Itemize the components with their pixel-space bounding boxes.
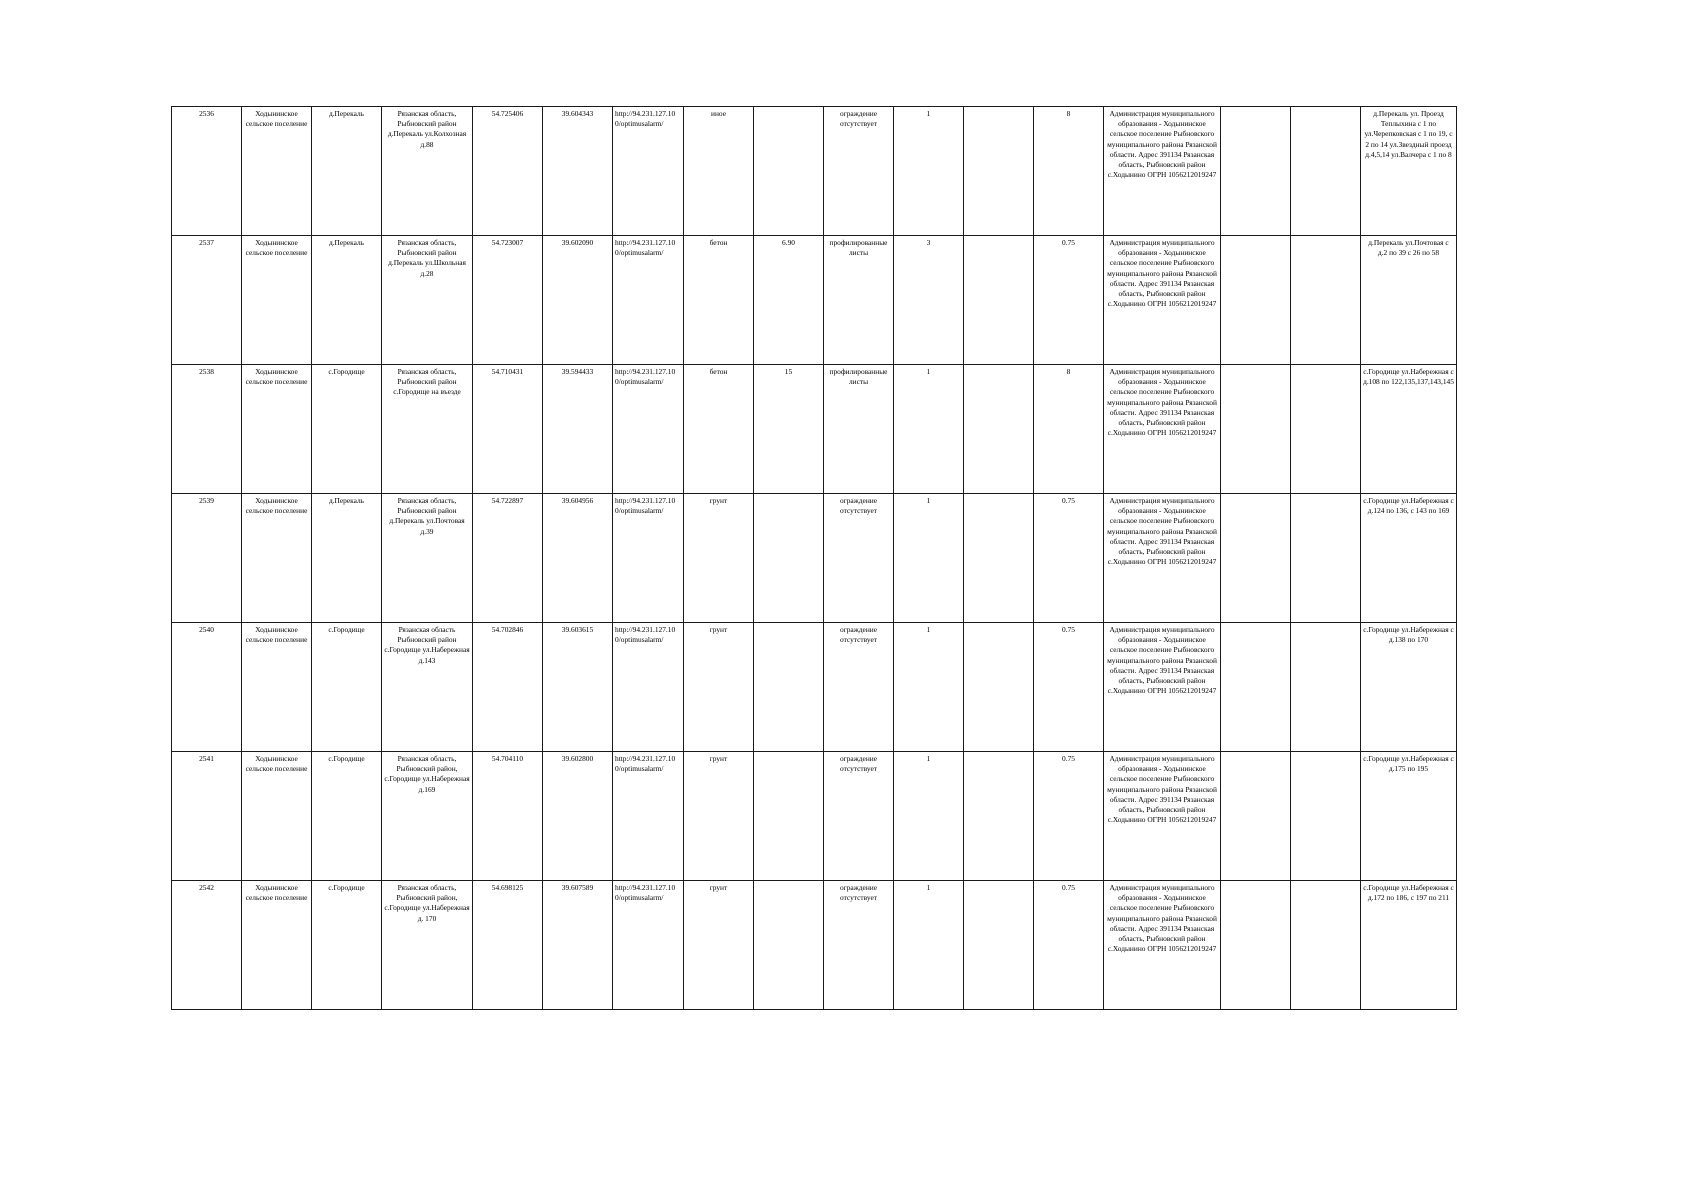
containers-count-cell: 1 [894, 752, 964, 881]
surface-cell: грунт [684, 494, 754, 623]
waste-sources-cell: с.Городище ул.Набережная с д.124 по 136, с 143 по 169 [1361, 494, 1457, 623]
fence-cell: ограждение отсутствует [824, 494, 894, 623]
address-cell: Рязанская область, Рыбновский район, с.Городище ул.Набережная д. 170 [382, 881, 473, 1010]
container-volume-cell: 8 [1034, 107, 1104, 236]
owner-cell: Администрация муниципального образования - Ходынинское сельское поселение Рыбновского муниципального района Рязанской области. Адрес 391134 Рязанская область, Рыбновский район с.Ходынино ОГРН 1056212019247 [1104, 236, 1221, 365]
containers-count-cell: 3 [894, 236, 964, 365]
settlement-name-cell: Ходынинское сельское поселение [242, 107, 312, 236]
container-volume-cell: 8 [1034, 365, 1104, 494]
empty-cell [964, 494, 1034, 623]
latitude-cell: 54.723007 [473, 236, 543, 365]
empty-cell [1221, 236, 1291, 365]
surface-cell: иное [684, 107, 754, 236]
row-number-cell: 2536 [172, 107, 242, 236]
owner-cell: Администрация муниципального образования - Ходынинское сельское поселение Рыбновского муниципального района Рязанской области. Адрес 391134 Рязанская область, Рыбновский район с.Ходынино ОГРН 1056212019247 [1104, 494, 1221, 623]
latitude-cell: 54.710431 [473, 365, 543, 494]
url-cell: http://94.231.127.10 0/optimusalarm/ [613, 752, 684, 881]
waste-sources-cell: с.Городище ул.Набережная с д.172 по 186, с 197 по 211 [1361, 881, 1457, 1010]
empty-cell [1291, 623, 1361, 752]
url-cell: http://94.231.127.10 0/optimusalarm/ [613, 107, 684, 236]
area-cell [754, 107, 824, 236]
empty-cell [1221, 881, 1291, 1010]
waste-sources-cell: с.Городище ул.Набережная с д.108 по 122,135,137,143,145 [1361, 365, 1457, 494]
area-cell [754, 494, 824, 623]
fence-cell: ограждение отсутствует [824, 752, 894, 881]
url-cell: http://94.231.127.10 0/optimusalarm/ [613, 881, 684, 1010]
surface-cell: бетон [684, 365, 754, 494]
row-number-cell: 2541 [172, 752, 242, 881]
empty-cell [964, 236, 1034, 365]
fence-cell: ограждение отсутствует [824, 881, 894, 1010]
address-cell: Рязанская область, Рыбновский район д.Перекаль ул.Почтовая д.39 [382, 494, 473, 623]
containers-count-cell: 1 [894, 494, 964, 623]
table-row [172, 107, 1457, 236]
address-cell: Рязанская область, Рыбновский район с.Городище на въезде [382, 365, 473, 494]
url-cell: http://94.231.127.10 0/optimusalarm/ [613, 494, 684, 623]
fence-cell: ограждение отсутствует [824, 623, 894, 752]
longitude-cell: 39.603615 [543, 623, 613, 752]
locality-cell: с.Городище [312, 881, 382, 1010]
surface-cell: бетон [684, 236, 754, 365]
settlement-name-cell: Ходынинское сельское поселение [242, 881, 312, 1010]
latitude-cell: 54.722897 [473, 494, 543, 623]
address-cell: Рязанская область Рыбновский район с.Городище ул.Набережная д.143 [382, 623, 473, 752]
settlement-name-cell: Ходынинское сельское поселение [242, 365, 312, 494]
container-volume-cell: 0.75 [1034, 881, 1104, 1010]
row-number-cell: 2537 [172, 236, 242, 365]
surface-cell: грунт [684, 623, 754, 752]
area-cell [754, 752, 824, 881]
table-row [172, 236, 1457, 365]
containers-count-cell: 1 [894, 107, 964, 236]
settlement-name-cell: Ходынинское сельское поселение [242, 752, 312, 881]
area-cell: 15 [754, 365, 824, 494]
address-cell: Рязанская область, Рыбновский район, с.Городище ул.Набережная д.169 [382, 752, 473, 881]
locality-cell: с.Городище [312, 752, 382, 881]
row-number-cell: 2539 [172, 494, 242, 623]
table-row [172, 623, 1457, 752]
empty-cell [1221, 107, 1291, 236]
address-cell: Рязанская область, Рыбновский район д.Перекаль ул.Школьная д.28 [382, 236, 473, 365]
area-cell [754, 881, 824, 1010]
longitude-cell: 39.604956 [543, 494, 613, 623]
waste-sources-cell: с.Городище ул.Набережная с д.175 по 195 [1361, 752, 1457, 881]
url-cell: http://94.231.127.10 0/optimusalarm/ [613, 365, 684, 494]
empty-cell [964, 881, 1034, 1010]
owner-cell: Администрация муниципального образования - Ходынинское сельское поселение Рыбновского муниципального района Рязанской области. Адрес 391134 Рязанская область, Рыбновский район с.Ходынино ОГРН 1056212019247 [1104, 107, 1221, 236]
surface-cell: грунт [684, 881, 754, 1010]
table-row [172, 365, 1457, 494]
table-row [172, 494, 1457, 623]
fence-cell: ограждение отсутствует [824, 107, 894, 236]
owner-cell: Администрация муниципального образования - Ходынинское сельское поселение Рыбновского муниципального района Рязанской области. Адрес 391134 Рязанская область, Рыбновский район с.Ходынино ОГРН 1056212019247 [1104, 623, 1221, 752]
settlement-name-cell: Ходынинское сельское поселение [242, 494, 312, 623]
row-number-cell: 2540 [172, 623, 242, 752]
longitude-cell: 39.602090 [543, 236, 613, 365]
fence-cell: профилированные листы [824, 236, 894, 365]
register-table [171, 106, 1457, 1010]
url-cell: http://94.231.127.10 0/optimusalarm/ [613, 236, 684, 365]
longitude-cell: 39.604343 [543, 107, 613, 236]
area-cell: 6.90 [754, 236, 824, 365]
empty-cell [1291, 752, 1361, 881]
empty-cell [1291, 494, 1361, 623]
owner-cell: Администрация муниципального образования - Ходынинское сельское поселение Рыбновского муниципального района Рязанской области. Адрес 391134 Рязанская область, Рыбновский район с.Ходынино ОГРН 1056212019247 [1104, 365, 1221, 494]
longitude-cell: 39.594433 [543, 365, 613, 494]
container-volume-cell: 0.75 [1034, 494, 1104, 623]
empty-cell [1291, 236, 1361, 365]
longitude-cell: 39.602800 [543, 752, 613, 881]
row-number-cell: 2538 [172, 365, 242, 494]
locality-cell: д.Перекаль [312, 236, 382, 365]
empty-cell [1221, 623, 1291, 752]
empty-cell [1221, 494, 1291, 623]
fence-cell: профилированные листы [824, 365, 894, 494]
waste-sources-cell: с.Городище ул.Набережная с д.138 по 170 [1361, 623, 1457, 752]
empty-cell [1221, 752, 1291, 881]
address-cell: Рязанская область, Рыбновский район д.Перекаль ул.Колхозная д.88 [382, 107, 473, 236]
waste-sources-cell: д.Перекаль ул. Проезд Теплыхина с 1 по ул.Черепковская с 1 по 19, с 2 по 14 ул.Звездный проезд д.4,5,14 ул.Валчера с 1 по 8 [1361, 107, 1457, 236]
empty-cell [1221, 365, 1291, 494]
waste-sources-cell: д.Перекаль ул.Почтовая с д.2 по 39 с 26 по 58 [1361, 236, 1457, 365]
container-volume-cell: 0.75 [1034, 236, 1104, 365]
settlement-name-cell: Ходынинское сельское поселение [242, 623, 312, 752]
owner-cell: Администрация муниципального образования - Ходынинское сельское поселение Рыбновского муниципального района Рязанской области. Адрес 391134 Рязанская область, Рыбновский район с.Ходынино ОГРН 1056212019247 [1104, 881, 1221, 1010]
empty-cell [1291, 107, 1361, 236]
owner-cell: Администрация муниципального образования - Ходынинское сельское поселение Рыбновского муниципального района Рязанской области. Адрес 391134 Рязанская область, Рыбновский район с.Ходынино ОГРН 1056212019247 [1104, 752, 1221, 881]
latitude-cell: 54.725406 [473, 107, 543, 236]
containers-count-cell: 1 [894, 623, 964, 752]
empty-cell [964, 107, 1034, 236]
container-volume-cell: 0.75 [1034, 752, 1104, 881]
latitude-cell: 54.698125 [473, 881, 543, 1010]
empty-cell [964, 752, 1034, 881]
containers-count-cell: 1 [894, 881, 964, 1010]
url-cell: http://94.231.127.10 0/optimusalarm/ [613, 623, 684, 752]
table-row [172, 881, 1457, 1010]
settlement-name-cell: Ходынинское сельское поселение [242, 236, 312, 365]
longitude-cell: 39.607589 [543, 881, 613, 1010]
empty-cell [964, 623, 1034, 752]
row-number-cell: 2542 [172, 881, 242, 1010]
locality-cell: с.Городище [312, 623, 382, 752]
empty-cell [1291, 881, 1361, 1010]
locality-cell: д.Перекаль [312, 107, 382, 236]
table-body [172, 107, 1457, 1010]
locality-cell: с.Городище [312, 365, 382, 494]
containers-count-cell: 1 [894, 365, 964, 494]
table-row [172, 752, 1457, 881]
locality-cell: д.Перекаль [312, 494, 382, 623]
surface-cell: грунт [684, 752, 754, 881]
latitude-cell: 54.702846 [473, 623, 543, 752]
empty-cell [1291, 365, 1361, 494]
empty-cell [964, 365, 1034, 494]
area-cell [754, 623, 824, 752]
container-volume-cell: 0.75 [1034, 623, 1104, 752]
latitude-cell: 54.704110 [473, 752, 543, 881]
